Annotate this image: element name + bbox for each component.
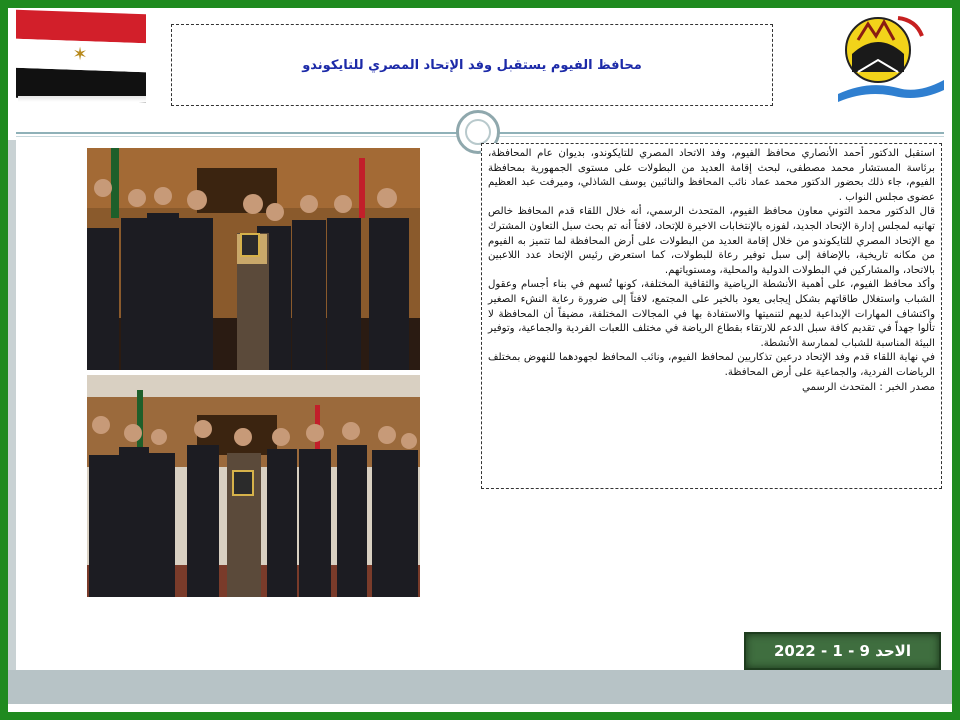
title-box	[171, 24, 773, 106]
article-paragraph: في نهاية اللقاء قدم وفد الإتحاد درعين تذكاريين لمحافظ الفيوم، ونائب المحافظ لجهودهما للنهوض بمختلف الرياضات الفردية، والجماعية على أرض المحافظة.	[488, 352, 935, 378]
eagle-icon: ✶	[72, 43, 88, 66]
meeting-photo-2	[87, 375, 420, 597]
date-box	[744, 632, 941, 670]
side-band	[8, 140, 16, 670]
article-paragraph: استقبل الدكتور أحمد الأنصاري محافظ الفيوم، وفد الاتحاد المصري للتايكوندو، بديوان عام المحافظة، برئاسة المستشار محمد مصطفى، لبحث إقامة العديد من البطولات على مستوى الجمهورية بمحافظة الفيوم، جاء ذلك بحضور الدكتور محمد عماد نائب المحافظ والنائبين يوسف الشاذلي، وميرفت عبد العظيم عضوى مجلس النواب .	[488, 148, 935, 203]
flag-shadow	[18, 96, 146, 102]
article-text-box	[481, 143, 942, 489]
article-paragraph: قال الدكتور محمد التوني معاون محافظ الفيوم، المتحدث الرسمي، أنه خلال اللقاء قدم المحافظ خالص تهانيه لمجلس إدارة الإتحاد الجديد، لفوزه بالإنتخابات الاخيرة للإتحاد، لافتاً أنه تم بحث سبل التعاون المشترك مع الإتحاد المصري للتايكوندو من خلال إقامة العديد من البطولات على أرض المحافظة لما تتميز به الفيوم من مكانه تاريخية، بالإضافة إلى سبل توفير رعاة للبطولات، كما استعرض رئيس الإتحاد عدد اللاعبين بالاتحاد، والمشاركين في البطولات الدولية والمحلية، ومستوياتهم.	[488, 206, 935, 276]
page-title: محافظ الفيوم يستقبل وفد الإتحاد المصري للتايكوندو	[302, 57, 642, 73]
fayoum-governorate-logo	[838, 10, 948, 102]
article-paragraph: وأكد محافظ الفيوم، على أهمية الأنشطة الرياضية والثقافية المختلفة، كونها تُسهم في بناء أجسام وعقول الشباب واستغلال طاقاتهم بشكل إيجابى يعود بالخير على المجتمع، لافتاً إلى ضرورة رعاية النشء الصغير واكتشاف المهارات الإبداعية لديهم لتنميتها والاستفادة بها في المجالات المختلفة، مضيفاً أن المحافظة لا تألوا جهداً في تقديم كافة سبل الدعم للارتقاء بقطاع الرياضة في مختلف اللعبات الفردية والجماعية، وتوفير البيئة المناسبة للشباب لممارسة الأنشطة.	[488, 279, 935, 349]
bottom-band	[8, 670, 952, 704]
date-label: الاحد 9 - 1 - 2022	[774, 642, 911, 660]
article-source: مصدر الخبر : المتحدث الرسمي	[801, 381, 935, 393]
meeting-photo-1	[87, 148, 420, 370]
egypt-flag-image	[16, 10, 146, 103]
